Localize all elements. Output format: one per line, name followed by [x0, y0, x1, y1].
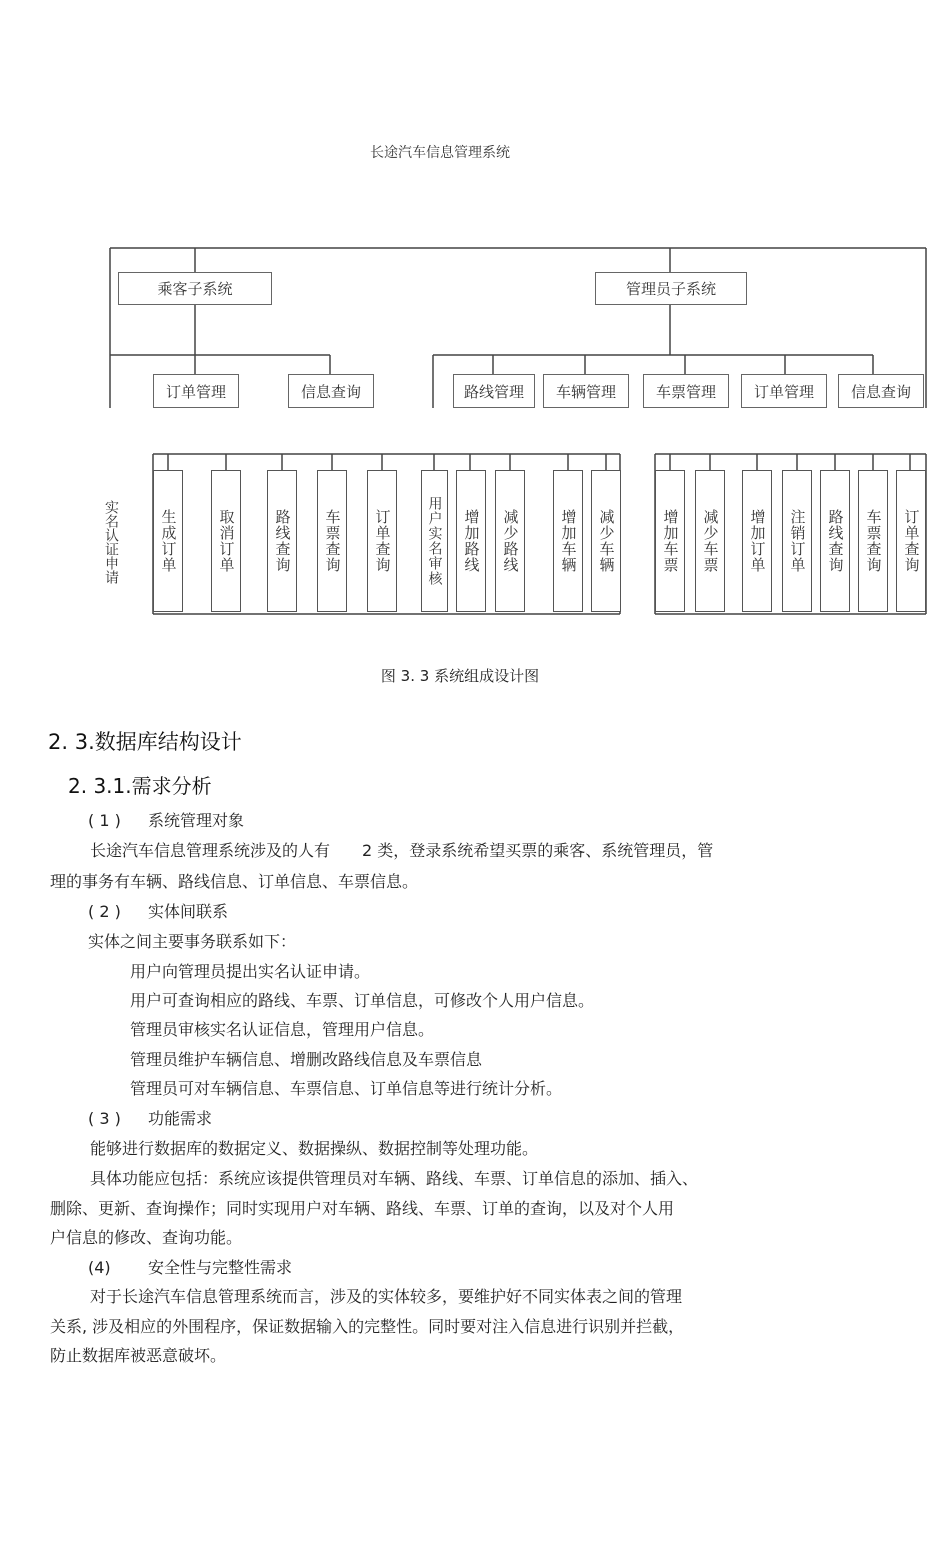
leaf-route-query-admin: 路线查询 — [820, 470, 850, 612]
leaf-route-query: 路线查询 — [267, 470, 297, 612]
p1-line2: 理的事务有车辆、路线信息、订单信息、车票信息。 — [50, 872, 419, 891]
leaf-order-query-admin: 订单查询 — [896, 470, 926, 612]
admin-module-order: 订单管理 — [741, 374, 827, 408]
leaf-remove-ticket: 减少车票 — [695, 470, 725, 612]
leaf-remove-vehicle: 减少车辆 — [591, 470, 621, 612]
leaf-cancel-order: 取消订单 — [211, 470, 241, 612]
leaf-ticket-query-admin: 车票查询 — [858, 470, 888, 612]
leaf-cancel-order-admin: 注销订单 — [782, 470, 812, 612]
passenger-subsystem-box: 乘客子系统 — [118, 272, 272, 305]
item-3-number: ( 3 ) — [88, 1109, 121, 1128]
leaf-add-order: 增加订单 — [742, 470, 772, 612]
item-4-title: 安全性与完整性需求 — [148, 1258, 293, 1277]
item-2-number: ( 2 ) — [88, 902, 121, 921]
p2-list-item: 管理员审核实名认证信息，管理用户信息。 — [130, 1020, 435, 1039]
p2-list-item: 用户可查询相应的路线、车票、订单信息，可修改个人用户信息。 — [130, 991, 595, 1010]
p3-line4: 户信息的修改、查询功能。 — [50, 1228, 243, 1247]
p2-list-item: 用户向管理员提出实名认证申请。 — [130, 962, 371, 981]
admin-module-route: 路线管理 — [453, 374, 535, 408]
leaf-remove-route: 减少路线 — [495, 470, 525, 612]
p4-line1: 对于长途汽车信息管理系统而言，涉及的实体较多，要维护好不同实体表之间的管理 — [90, 1287, 683, 1306]
passenger-module-order: 订单管理 — [153, 374, 239, 408]
admin-module-ticket: 车票管理 — [643, 374, 729, 408]
leaf-user-audit: 用户实名审核 — [421, 470, 448, 612]
leaf-order-query: 订单查询 — [367, 470, 397, 612]
item-1-number: ( 1 ) — [88, 811, 121, 830]
item-2 — [88, 899, 228, 922]
leaf-ticket-query: 车票查询 — [317, 470, 347, 612]
item-3 — [88, 1106, 212, 1129]
leaf-add-route: 增加路线 — [456, 470, 486, 612]
leaf-add-ticket: 增加车票 — [655, 470, 685, 612]
p2-intro: 实体之间主要事务联系如下： — [88, 932, 297, 951]
p3-line3: 删除、更新、查询操作；同时实现用户对车辆、路线、车票、订单的查询，以及对个人用 — [50, 1199, 675, 1218]
p2-list-item: 管理员可对车辆信息、车票信息、订单信息等进行统计分析。 — [130, 1079, 563, 1098]
admin-subsystem-box: 管理员子系统 — [595, 272, 747, 305]
p3-line1: 能够进行数据库的数据定义、数据操纵、数据控制等处理功能。 — [90, 1139, 539, 1158]
subsection-heading: 2. 3.1.需求分析 — [68, 774, 212, 798]
item-1-title: 系统管理对象 — [148, 811, 245, 830]
section-heading: 2. 3.数据库结构设计 — [48, 730, 242, 754]
item-2-title: 实体间联系 — [148, 902, 229, 921]
p1-line1: 长途汽车信息管理系统涉及的人有 2 类，登录系统希望买票的乘客、系统管理员，管 — [90, 841, 714, 860]
diagram-root-title: 长途汽车信息管理系统 — [370, 145, 510, 161]
admin-module-info: 信息查询 — [838, 374, 924, 408]
side-label-realname: 实名认证申请 — [103, 500, 119, 584]
item-4 — [88, 1255, 292, 1278]
leaf-add-vehicle: 增加车辆 — [553, 470, 583, 612]
item-3-title: 功能需求 — [148, 1109, 213, 1128]
leaf-create-order: 生成订单 — [153, 470, 183, 612]
admin-module-vehicle: 车辆管理 — [543, 374, 629, 408]
item-1 — [88, 808, 244, 831]
p3-line2: 具体功能应包括：系统应该提供管理员对车辆、路线、车票、订单信息的添加、插入、 — [90, 1169, 699, 1188]
p4-line2: 关系, 涉及相应的外围程序，保证数据输入的完整性。同时要对注入信息进行识别并拦截， — [50, 1317, 685, 1336]
passenger-module-info: 信息查询 — [288, 374, 374, 408]
p2-list-item: 管理员维护车辆信息、增删改路线信息及车票信息 — [130, 1050, 483, 1069]
item-4-number: (4) — [88, 1258, 111, 1277]
p4-line3: 防止数据库被恶意破坏。 — [50, 1346, 227, 1365]
figure-caption: 图 3. 3 系统组成设计图 — [380, 667, 540, 685]
